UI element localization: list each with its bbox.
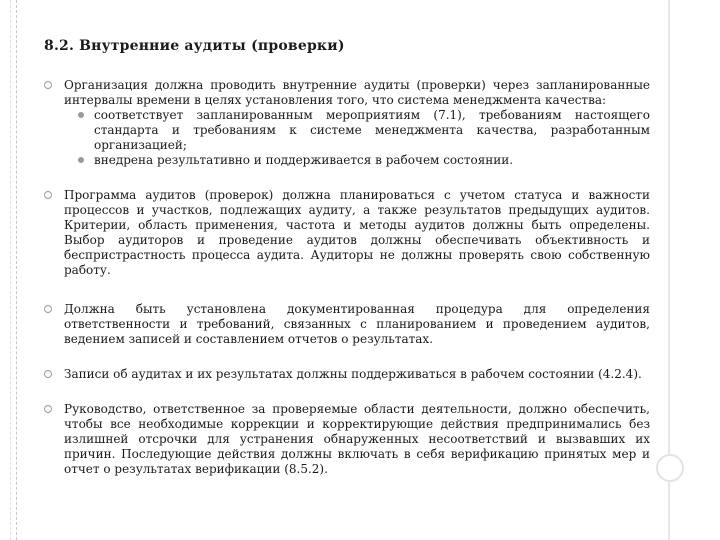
list-item-text: Организация должна проводить внутренние аудиты (проверки) через запланированные интервалы времени в целях установления того, что система менеджмента качества: — [64, 78, 650, 107]
circle-bullet-icon — [44, 191, 52, 199]
list-item — [44, 402, 650, 477]
circle-bullet-icon — [44, 81, 52, 89]
list-item-text: Должна быть установлена документированная процедура для определения ответственности и требований, связанных с планированием и проведением аудитов, ведением записей и составлением отчетов о результатах. — [64, 302, 650, 346]
left-decorative-border — [16, 0, 17, 540]
circle-bullet-icon — [44, 405, 52, 413]
list-item-text: Программа аудитов (проверок) должна планироваться с учетом статуса и важности процессов и участков, подлежащих аудиту, а также результатов предыдущих аудитов. Критерии, область применения, частота и методы аудитов должны быть определены. Выбор аудиторов и проведение аудитов должны обеспечивать объективность и беспристрастность процесса аудита. Аудиторы не должны проверять свою собственную работу. — [64, 188, 650, 277]
list-item-text: Записи об аудитах и их результатах должны поддерживаться в рабочем состоянии (4.2.4). — [64, 367, 642, 381]
sub-list-item-text: соответствует запланированным мероприятиям (7.1), требованиям настоящего стандарта и требованиям к системе менеджмента качества, разработанным организацией; — [94, 108, 650, 152]
list-item — [44, 78, 650, 168]
list-item — [44, 367, 650, 382]
left-decorative-border-outer — [10, 0, 11, 540]
slide-title: 8.2. Внутренние аудиты (проверки) — [44, 38, 345, 54]
sub-list-item — [64, 108, 650, 153]
right-decorative-circle — [656, 454, 684, 482]
list-item-text: Руководство, ответственное за проверяемые области деятельности, должно обеспечить, чтобы все необходимые коррекции и корректирующие действия предпринимались без излишней отсрочки для устранения обнаруженных несоответствий и вызвавших их причин. Последующие действия должны включать в себя верификацию принятых мер и отчет о результатах верификации (8.5.2). — [64, 402, 650, 476]
list-item — [44, 302, 650, 347]
sub-list-item-text: внедрена результативно и поддерживается в рабочем состоянии. — [94, 153, 514, 167]
dot-bullet-icon — [78, 112, 84, 118]
list-item — [44, 188, 650, 278]
circle-bullet-icon — [44, 370, 52, 378]
circle-bullet-icon — [44, 305, 52, 313]
content-list — [44, 78, 650, 491]
sub-list-item — [64, 153, 650, 168]
dot-bullet-icon — [78, 157, 84, 163]
sub-list — [64, 108, 650, 168]
